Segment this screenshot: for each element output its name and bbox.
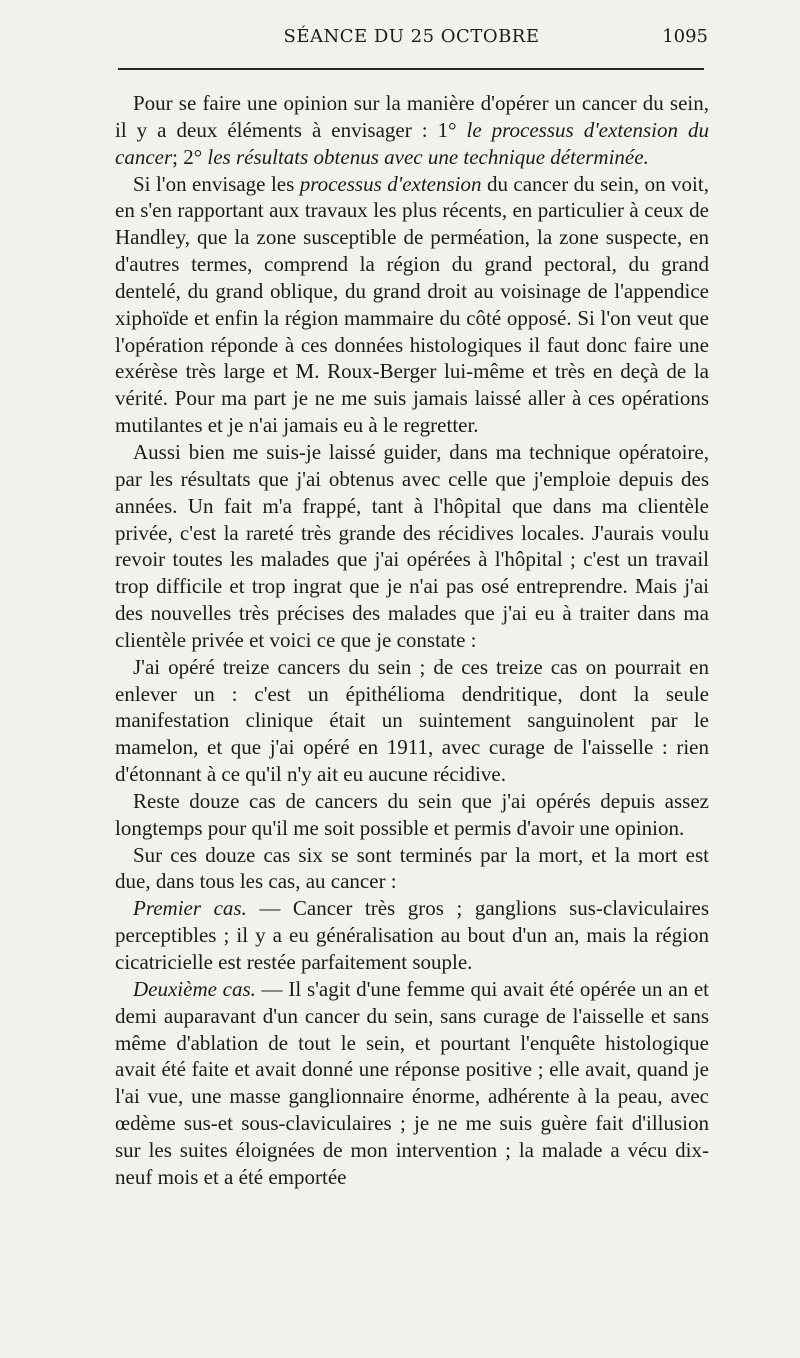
text-segment: — Cancer très gros ; ganglions sus-claviculaires perceptibles ; il y a eu généralisation au bout d'un an, mais la région cicatricielle est restée parfaitement souple. [115, 896, 710, 974]
paragraph [115, 976, 709, 1191]
text-segment: du cancer du sein, on voit, en s'en rapportant aux travaux les plus récents, en particulier à ceux de Handley, que la zone susceptible de perméation, la zone suspecte, en d'autres termes, comprend la région du grand pectoral, du grand dentelé, du grand oblique, du grand droit au voisinage de l'appendice xiphoïde et enfin la région mammaire du côté opposé. Si l'on veut que l'opération réponde à ces données histologiques il faut donc faire une exérèse très large et M. Roux-Berger lui-même et très en deçà de la vérité. Pour ma part je ne me suis jamais laissé aller à ces opérations mutilantes et je n'ai jamais eu à le regretter. [115, 171, 709, 438]
italic-text-segment: Premier cas. [133, 896, 247, 921]
text-segment: Pour se faire une opinion sur la manière d'opérer un cancer du sein, il y a deux éléments à envisager : 1° [115, 91, 709, 142]
italic-text-segment: le processus d'extension du cancer [115, 117, 709, 169]
italic-text-segment: Deuxième cas. [133, 976, 256, 1001]
text-segment: Reste douze cas de cancers du sein que j'ai opérés depuis assez longtemps pour qu'il me soit possible et permis d'avoir une opinion. [115, 788, 709, 840]
text-segment: ; 2° [172, 144, 208, 169]
paragraph [115, 895, 709, 976]
text-segment: Aussi bien me suis-je laissé guider, dans ma technique opératoire, par les résultats que j'ai obtenus avec celle que j'emploie depuis des années. Un fait m'a frappé, tant à l'hôpital que dans ma clientèle privée, c'est la rareté très grande des récidives locales. J'aurais voulu revoir toutes les malades que j'ai opérées à l'hôpital ; c'est un travail trop difficile et trop ingrat que je n'ai pas osé entreprendre. Mais j'ai des nouvelles très précises des malades que j'ai eu à traiter dans ma clientèle privée et voici ce que je constate : [115, 439, 709, 652]
paragraph [115, 654, 709, 788]
running-title: SÉANCE DU 25 OCTOBRE [283, 26, 540, 47]
header-rule [118, 68, 704, 70]
text-segment: J'ai opéré treize cancers du sein ; de ces treize cas on pourrait en enlever un : c'est un épithélioma dendritique, dont la seule manifestation clinique était un suintement sanguinolent par le mamelon, et que j'ai opéré en 1911, avec curage de l'aisselle : rien d'étonnant à ce qu'il n'y ait eu aucune récidive. [115, 654, 709, 787]
italic-text-segment: processus d'extension [299, 171, 482, 196]
paragraph [115, 171, 709, 439]
paragraph [115, 842, 709, 896]
text-segment: Si l'on envisage les [133, 171, 300, 196]
paragraph [115, 788, 709, 842]
running-head [115, 26, 708, 54]
text-segment: Sur ces douze cas six se sont terminés par la mort, et la mort est due, dans tous les cas, au cancer : [115, 842, 709, 894]
paragraph [115, 439, 709, 654]
page-number: 1095 [662, 26, 708, 47]
body-text [115, 90, 709, 1191]
italic-text-segment: les résultats obtenus avec une technique déterminée. [207, 144, 649, 169]
paragraph [115, 90, 709, 171]
text-segment: — Il s'agit d'une femme qui avait été opérée un an et demi auparavant d'un cancer du sein, sans curage de l'aisselle et sans même d'ablation de tout le sein, et pourtant l'enquête histologique avait été faite et avait donné une réponse positive ; elle avait, quand je l'ai vue, une masse ganglionnaire énorme, adhérente à la peau, avec œdème sus-et sous-claviculaires ; je ne me suis guère fait d'illusion sur les suites éloignées de mon intervention ; la malade a vécu dix-neuf mois et a été emportée [115, 976, 709, 1189]
